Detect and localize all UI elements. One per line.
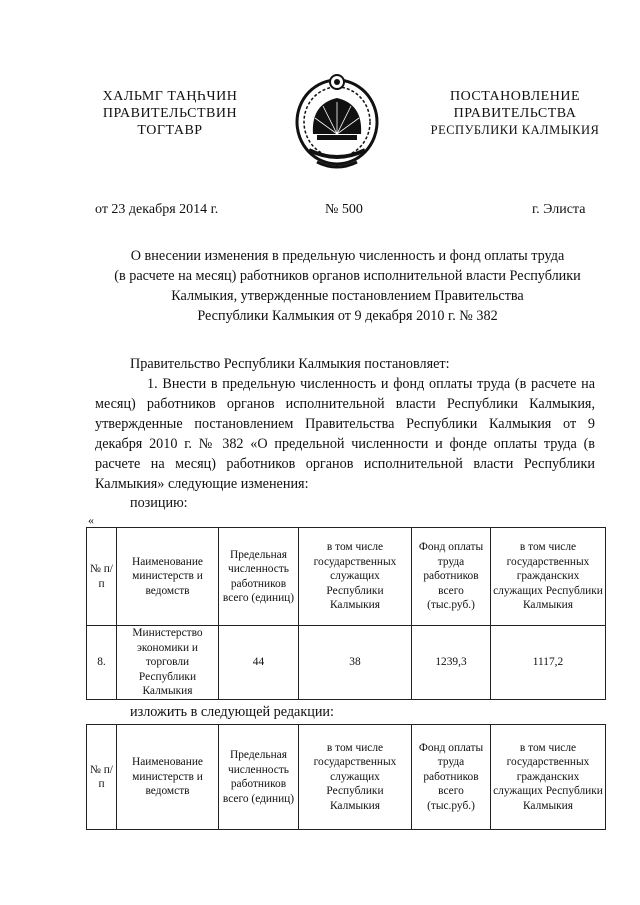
decree-city: г. Элиста	[532, 202, 586, 217]
table-header-row	[87, 725, 606, 830]
table-header-row	[87, 528, 606, 626]
body-line: месяц) работников органов исполнительной власти Республики Калмыкия,	[95, 396, 595, 412]
header-left-line: ПРАВИТЕЛЬСТВИН	[102, 106, 238, 121]
table-row	[87, 626, 606, 700]
header-right-line: РЕСПУБЛИКИ КАЛМЫКИЯ	[430, 123, 600, 137]
title-line: Калмыкия, утвержденные постановлением Правительства	[171, 288, 524, 304]
position-label: позицию:	[130, 495, 188, 511]
replace-label: изложить в следующей редакции:	[130, 704, 334, 720]
decree-title	[80, 246, 615, 326]
body-line: расчете на месяц) работников органов исполнительной власти Республики	[95, 456, 595, 472]
body-line: Калмыкия» следующие изменения:	[95, 476, 309, 492]
header-cell: Наименование министерств и ведомств	[117, 528, 219, 626]
header-left-line: ТОГТАВР	[137, 123, 203, 138]
title-line: О внесении изменения в предельную численность и фонд оплаты труда	[130, 248, 565, 264]
header-cell: Предельная численность работников всего (единиц)	[219, 725, 299, 830]
header-cell: Фонд оплаты труда работников всего (тыс.руб.)	[412, 725, 491, 830]
body-line: 1. Внести в предельную численность и фонд оплаты труда (в расчете на	[147, 376, 595, 392]
decree-date: от 23 декабря 2014 г.	[95, 202, 219, 217]
header-cell: Предельная численность работников всего (единиц)	[219, 528, 299, 626]
decree-number: № 500	[325, 202, 363, 217]
row-headcount: 44	[219, 626, 299, 700]
body-line: декабря 2010 г. № 382 «О предельной численности и фонде оплаты труда (в	[95, 436, 595, 452]
header-russian	[420, 88, 610, 139]
new-position-table	[86, 724, 606, 830]
header-left-line: ХАЛЬМГ ТАҢҺЧИН	[102, 89, 238, 104]
old-position-table	[86, 527, 606, 700]
header-right-line: ПРАВИТЕЛЬСТВА	[453, 106, 577, 121]
coat-of-arms-emblem	[287, 72, 387, 174]
open-quote: «	[88, 513, 94, 527]
body-line: утвержденные постановлением Правительства Республики Калмыкия от 9	[95, 416, 595, 432]
title-line: Республики Калмыкия от 9 декабря 2010 г. № 382	[197, 308, 498, 324]
header-right-line: ПОСТАНОВЛЕНИЕ	[449, 89, 581, 104]
header-cell: № п/п	[87, 528, 117, 626]
header-cell: в том числе государственных гражданских служащих Республики Калмыкия	[491, 725, 606, 830]
header-cell: Фонд оплаты труда работников всего (тыс.руб.)	[412, 528, 491, 626]
row-ministry: Министерство экономики и торговли Республики Калмыкия	[117, 626, 219, 700]
row-payroll: 1239,3	[412, 626, 491, 700]
header-kalmyk	[70, 88, 270, 139]
header-cell: в том числе государственных служащих Республики Калмыкия	[299, 725, 412, 830]
row-number: 8.	[87, 626, 117, 700]
header-cell: в том числе государственных служащих Республики Калмыкия	[299, 528, 412, 626]
decree-statement: Правительство Республики Калмыкия постановляет:	[130, 356, 450, 372]
row-civil-payroll: 1117,2	[491, 626, 606, 700]
header-cell: Наименование министерств и ведомств	[117, 725, 219, 830]
row-civil-servants: 38	[299, 626, 412, 700]
title-line: (в расчете на месяц) работников органов исполнительной власти Республики	[114, 268, 581, 284]
header-cell: в том числе государственных гражданских служащих Республики Калмыкия	[491, 528, 606, 626]
header-cell: № п/п	[87, 725, 117, 830]
